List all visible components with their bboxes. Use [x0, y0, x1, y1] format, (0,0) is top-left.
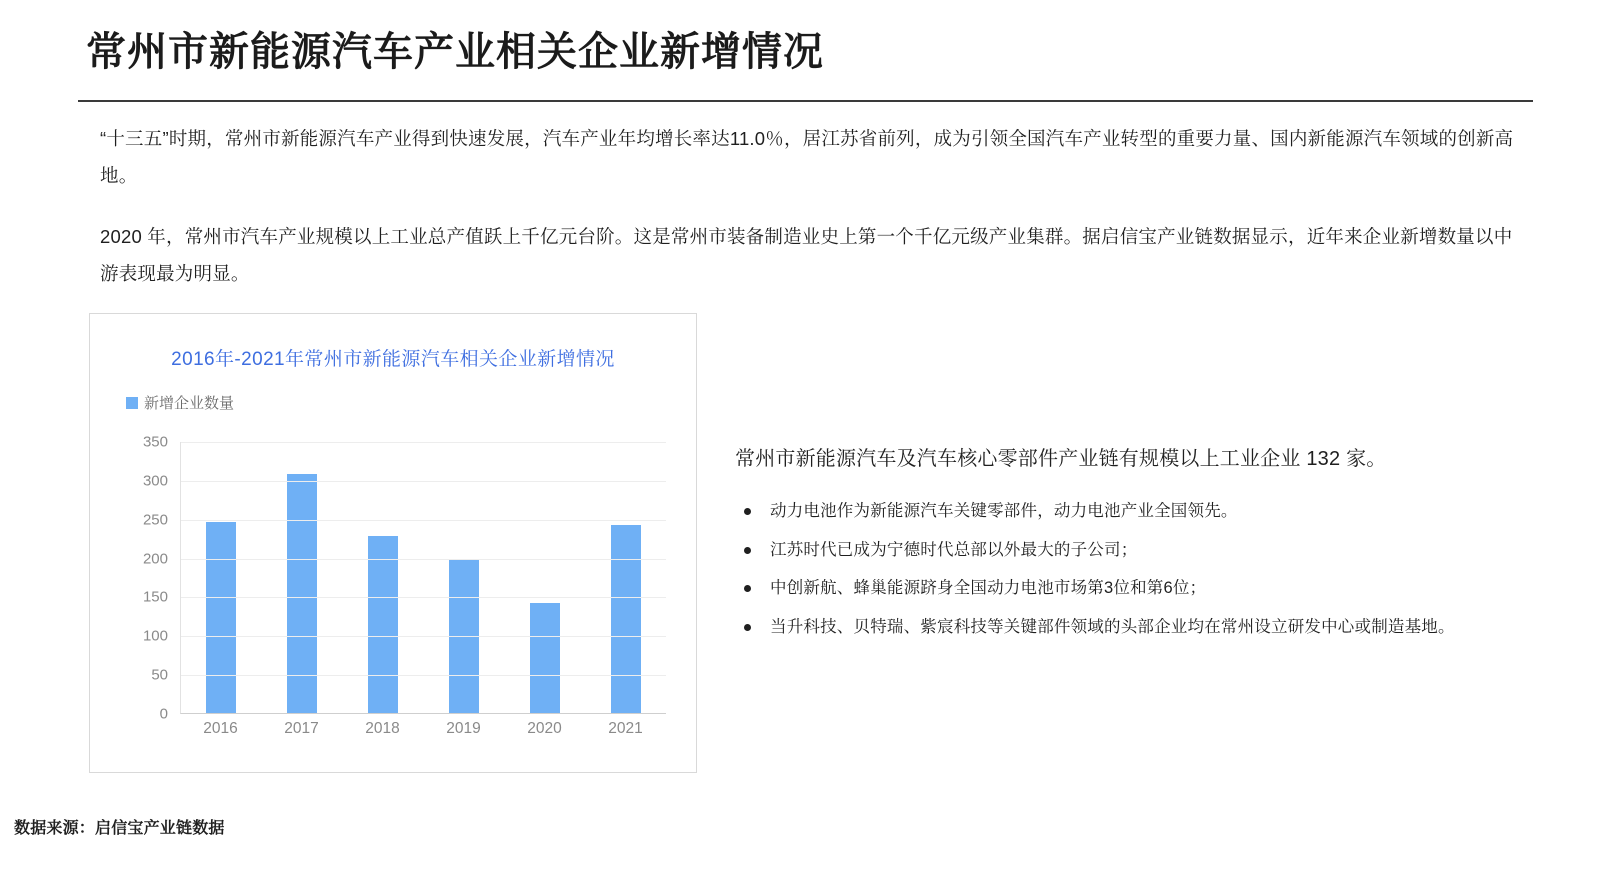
bar-series — [181, 442, 666, 713]
intro-paragraph-1: “十三五”时期，常州市新能源汽车产业得到快速发展，汽车产业年均增长率达11.0％，居江苏省前列，成为引领全国汽车产业转型的重要力量、国内新能源汽车领域的创新高地。 — [100, 128, 1514, 186]
right-column-heading: 常州市新能源汽车及汽车核心零部件产业链有规模以上工业企业 132 家。 — [735, 448, 1387, 470]
x-axis-tick-label: 2016 — [203, 720, 238, 737]
list-item-label: 动力电池作为新能源汽车关键零部件，动力电池产业全国领先。 — [770, 502, 1238, 520]
y-axis — [136, 433, 174, 723]
bar-slot — [262, 442, 343, 713]
bar-2021[interactable] — [611, 525, 641, 713]
bar-slot — [181, 442, 262, 713]
list-item-label: 江苏时代已成为宁德时代总部以外最大的子公司； — [770, 540, 1138, 559]
chart-title: 2016年-2021年常州市新能源汽车相关企业新增情况 — [171, 349, 615, 370]
gridline — [181, 597, 666, 598]
list-item — [740, 531, 1530, 570]
data-source-note: 数据来源：启信宝产业链数据 — [14, 820, 225, 837]
y-axis-tick-label: 50 — [151, 666, 168, 684]
chart-legend — [126, 392, 234, 413]
bar-slot — [423, 442, 504, 713]
bullet-dot-icon — [744, 624, 751, 631]
x-axis-tick-label: 2017 — [284, 720, 319, 737]
bar-slot — [585, 442, 666, 713]
bar-2018[interactable] — [368, 536, 398, 713]
bar-2017[interactable] — [287, 474, 317, 713]
title-divider — [78, 100, 1533, 102]
gridline — [181, 636, 666, 637]
list-item — [740, 608, 1530, 647]
legend-label: 新增企业数量 — [144, 395, 235, 412]
y-axis-tick-label: 150 — [142, 588, 168, 606]
chart-card — [89, 313, 697, 773]
gridline — [181, 559, 666, 560]
y-axis-tick-label: 200 — [142, 550, 168, 568]
bullet-dot-icon — [744, 547, 751, 554]
bullet-dot-icon — [744, 585, 751, 592]
y-axis-tick-label: 0 — [159, 705, 168, 723]
x-axis-tick-label: 2021 — [608, 720, 643, 737]
bar-2016[interactable] — [206, 522, 236, 713]
list-item-label: 中创新航、蜂巢能源跻身全国动力电池市场第3位和第6位； — [770, 579, 1207, 597]
x-axis-tick-label: 2020 — [527, 720, 562, 737]
chart-plot-area — [136, 433, 666, 723]
x-axis-tick-label: 2018 — [365, 720, 400, 737]
bar-2020[interactable] — [530, 603, 560, 713]
list-item — [740, 492, 1530, 531]
y-axis-tick-label: 350 — [142, 433, 168, 451]
y-axis-tick-label: 300 — [142, 472, 168, 490]
y-axis-tick-label: 100 — [142, 627, 168, 645]
legend-swatch-icon — [126, 397, 138, 409]
gridline — [181, 520, 666, 521]
right-column-bullets — [740, 492, 1530, 646]
x-axis — [180, 720, 666, 738]
bar-slot — [343, 442, 424, 713]
page-title: 常州市新能源汽车产业相关企业新增情况 — [86, 30, 824, 74]
list-item-label: 当升科技、贝特瑞、紫宸科技等关键部件领域的头部企业均在常州设立研发中心或制造基地。 — [770, 617, 1455, 636]
bullet-dot-icon — [744, 508, 751, 515]
chart-grid — [180, 442, 666, 714]
intro-paragraph-2: 2020 年，常州市汽车产业规模以上工业总产值跃上千亿元台阶。这是常州市装备制造业史上第一个千亿元级产业集群。据启信宝产业链数据显示，近年来企业新增数量以中游表现最为明显。 — [100, 226, 1513, 284]
gridline — [181, 442, 666, 443]
list-item — [740, 569, 1530, 608]
bar-slot — [504, 442, 585, 713]
gridline — [181, 481, 666, 482]
x-axis-tick-label: 2019 — [446, 720, 481, 737]
y-axis-tick-label: 250 — [142, 511, 168, 529]
gridline — [181, 675, 666, 676]
